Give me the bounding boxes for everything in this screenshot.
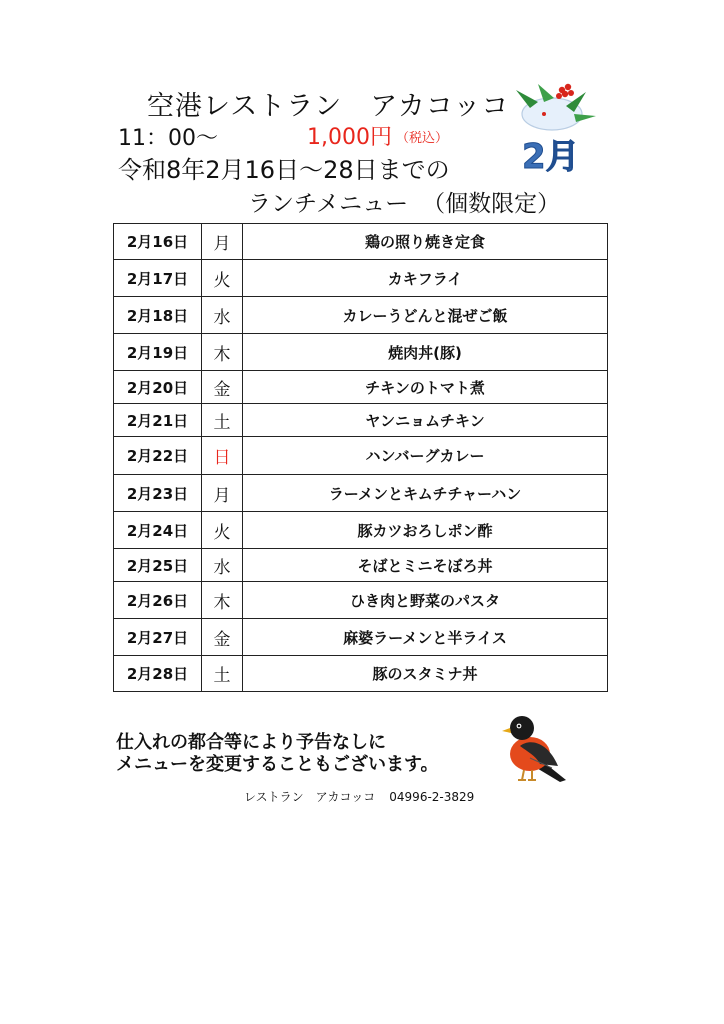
menu-day-of-week: 水 [202, 297, 243, 334]
notice-line-2: メニューを変更することもございます。 [116, 754, 439, 775]
menu-date: 2月23日 [114, 475, 202, 512]
footer-phone: 04996-2-3829 [389, 790, 475, 804]
notice-line-1: 仕入れの都合等により予告なしに [116, 732, 386, 753]
lunch-time: 11：00～ [118, 126, 218, 151]
menu-row [114, 512, 608, 549]
footer-restaurant-name: レストラン アカコッコ [244, 790, 376, 804]
menu-date: 2月16日 [114, 224, 202, 260]
menu-row [114, 334, 608, 371]
menu-day-of-week: 月 [202, 224, 243, 260]
menu-dish: そばとミニそぼろ丼 [243, 549, 608, 582]
menu-row [114, 619, 608, 656]
menu-dish: 豚のスタミナ丼 [243, 656, 608, 692]
menu-dish: ヤンニョムチキン [243, 404, 608, 437]
menu-row [114, 549, 608, 582]
menu-date: 2月26日 [114, 582, 202, 619]
menu-row [114, 260, 608, 297]
menu-dish: チキンのトマト煮 [243, 371, 608, 404]
restaurant-title: 空港レストラン アカコッコ [147, 91, 510, 122]
menu-day-of-week: 月 [202, 475, 243, 512]
restaurant-footer [244, 788, 474, 805]
menu-dish: 豚カツおろしポン酢 [243, 512, 608, 549]
menu-row [114, 437, 608, 475]
menu-day-of-week: 火 [202, 512, 243, 549]
lunch-price [307, 120, 448, 151]
month-badge: 2月 [522, 137, 580, 177]
snow-rabbit-nandina-icon [504, 80, 604, 180]
menu-row [114, 371, 608, 404]
menu-day-of-week: 木 [202, 334, 243, 371]
menu-day-of-week: 日 [202, 437, 243, 475]
menu-date: 2月18日 [114, 297, 202, 334]
lunch-menu-subtitle: （個数限定） [422, 191, 561, 217]
menu-row [114, 656, 608, 692]
menu-date: 2月27日 [114, 619, 202, 656]
menu-date: 2月19日 [114, 334, 202, 371]
menu-dish: カキフライ [243, 260, 608, 297]
lunch-menu-table [113, 223, 608, 692]
menu-date: 2月28日 [114, 656, 202, 692]
menu-dish: ハンバーグカレー [243, 437, 608, 475]
price-value: 1,000円 [307, 125, 392, 150]
menu-day-of-week: 金 [202, 619, 243, 656]
menu-day-of-week: 水 [202, 549, 243, 582]
menu-dish: ラーメンとキムチチャーハン [243, 475, 608, 512]
menu-date: 2月25日 [114, 549, 202, 582]
menu-day-of-week: 木 [202, 582, 243, 619]
menu-row [114, 297, 608, 334]
menu-day-of-week: 土 [202, 404, 243, 437]
menu-row [114, 582, 608, 619]
menu-day-of-week: 金 [202, 371, 243, 404]
menu-day-of-week: 土 [202, 656, 243, 692]
menu-row [114, 404, 608, 437]
menu-date: 2月20日 [114, 371, 202, 404]
menu-date: 2月24日 [114, 512, 202, 549]
menu-dish: 焼肉丼(豚) [243, 334, 608, 371]
menu-day-of-week: 火 [202, 260, 243, 297]
menu-dish: カレーうどんと混ぜご飯 [243, 297, 608, 334]
menu-change-notice [116, 732, 439, 776]
menu-row [114, 224, 608, 260]
menu-dish: 麻婆ラーメンと半ライス [243, 619, 608, 656]
lunch-menu-heading [248, 185, 560, 218]
price-tax-note: （税込） [395, 131, 448, 146]
menu-dish: ひき肉と野菜のパスタ [243, 582, 608, 619]
menu-dish: 鶏の照り焼き定食 [243, 224, 608, 260]
menu-date: 2月17日 [114, 260, 202, 297]
akakokko-bird-icon [500, 708, 572, 784]
lunch-menu-title: ランチメニュー [248, 191, 409, 217]
menu-date: 2月21日 [114, 404, 202, 437]
menu-date: 2月22日 [114, 437, 202, 475]
menu-period: 令和8年2月16日～28日までの [118, 156, 450, 184]
menu-row [114, 475, 608, 512]
